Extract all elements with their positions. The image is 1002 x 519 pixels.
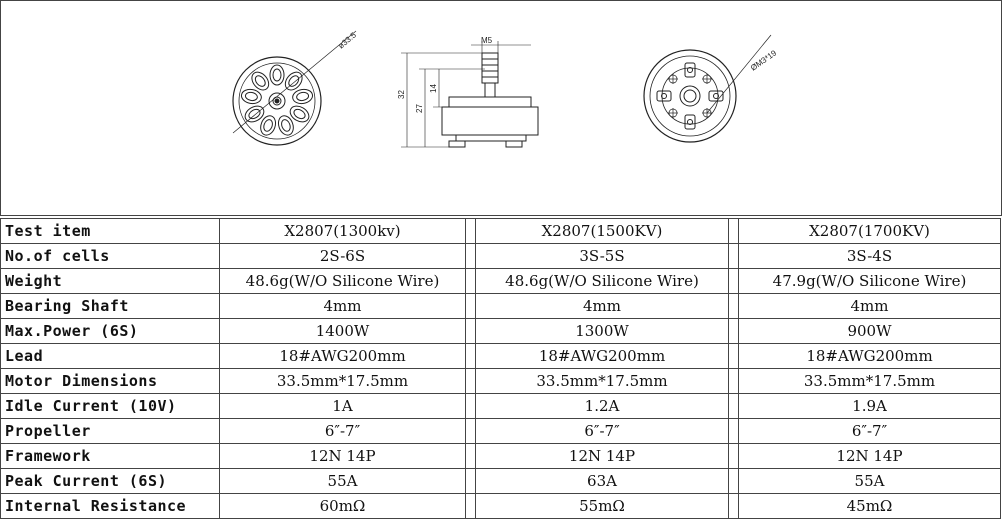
table-row	[1, 244, 1001, 269]
motor-side-view	[401, 41, 538, 147]
value-1700kv: 3S-4S	[739, 244, 1001, 269]
column-gap	[729, 219, 739, 244]
column-gap	[729, 419, 739, 444]
value-1300kv: 12N 14P	[220, 444, 466, 469]
value-1300kv: 1400W	[220, 319, 466, 344]
dim-outer-diameter: ø33.5	[336, 30, 358, 51]
row-label: Peak Current (6S)	[1, 469, 220, 494]
column-gap	[729, 294, 739, 319]
column-gap	[466, 419, 476, 444]
value-1300kv: 60mΩ	[220, 494, 466, 519]
value-1500kv: 4mm	[476, 294, 729, 319]
row-label: Internal Resistance	[1, 494, 220, 519]
column-gap	[466, 294, 476, 319]
value-1500kv: 6″-7″	[476, 419, 729, 444]
value-1500kv: 1.2A	[476, 394, 729, 419]
column-gap	[466, 469, 476, 494]
table-row	[1, 444, 1001, 469]
value-1300kv: 4mm	[220, 294, 466, 319]
table-row	[1, 344, 1001, 369]
column-gap	[729, 469, 739, 494]
dim-shaft-thread: M5	[481, 36, 493, 45]
value-1700kv: 45mΩ	[739, 494, 1001, 519]
value-1500kv: 3S-5S	[476, 244, 729, 269]
column-gap	[729, 344, 739, 369]
motor-technical-drawing	[1, 1, 1002, 217]
column-gap	[466, 244, 476, 269]
row-label: Bearing Shaft	[1, 294, 220, 319]
row-label: Max.Power (6S)	[1, 319, 220, 344]
value-1300kv: 1A	[220, 394, 466, 419]
column-gap	[466, 269, 476, 294]
column-gap	[466, 344, 476, 369]
table-row	[1, 494, 1001, 519]
dim-mount-holes: ØM3*19	[748, 48, 779, 73]
header-test-item: Test item	[1, 219, 220, 244]
value-1500kv: 33.5mm*17.5mm	[476, 369, 729, 394]
column-gap	[729, 269, 739, 294]
value-1700kv: 47.9g(W/O Silicone Wire)	[739, 269, 1001, 294]
value-1500kv: 1300W	[476, 319, 729, 344]
dim-body-height: 27	[415, 104, 424, 113]
spec-table-body	[1, 219, 1001, 519]
column-gap	[729, 319, 739, 344]
value-1700kv: 55A	[739, 469, 1001, 494]
column-gap	[729, 394, 739, 419]
column-gap	[466, 444, 476, 469]
value-1500kv: 55mΩ	[476, 494, 729, 519]
header-model-1700kv: X2807(1700KV)	[739, 219, 1001, 244]
table-row	[1, 319, 1001, 344]
technical-drawing-panel	[0, 0, 1002, 216]
row-label: Framework	[1, 444, 220, 469]
value-1500kv: 18#AWG200mm	[476, 344, 729, 369]
row-label: Weight	[1, 269, 220, 294]
motor-top-view	[233, 31, 356, 145]
value-1300kv: 48.6g(W/O Silicone Wire)	[220, 269, 466, 294]
value-1700kv: 33.5mm*17.5mm	[739, 369, 1001, 394]
column-gap	[729, 494, 739, 519]
value-1700kv: 18#AWG200mm	[739, 344, 1001, 369]
value-1700kv: 4mm	[739, 294, 1001, 319]
value-1500kv: 48.6g(W/O Silicone Wire)	[476, 269, 729, 294]
value-1700kv: 1.9A	[739, 394, 1001, 419]
header-model-1500kv: X2807(1500KV)	[476, 219, 729, 244]
table-row	[1, 469, 1001, 494]
column-gap	[729, 444, 739, 469]
value-1700kv: 6″-7″	[739, 419, 1001, 444]
row-label: Motor Dimensions	[1, 369, 220, 394]
column-gap	[466, 219, 476, 244]
value-1500kv: 63A	[476, 469, 729, 494]
header-model-1300kv: X2807(1300kv)	[220, 219, 466, 244]
column-gap	[729, 244, 739, 269]
value-1300kv: 2S-6S	[220, 244, 466, 269]
table-row	[1, 369, 1001, 394]
table-row	[1, 419, 1001, 444]
value-1700kv: 12N 14P	[739, 444, 1001, 469]
value-1300kv: 6″-7″	[220, 419, 466, 444]
table-row	[1, 269, 1001, 294]
column-gap	[466, 394, 476, 419]
row-label: Idle Current (10V)	[1, 394, 220, 419]
value-1700kv: 900W	[739, 319, 1001, 344]
value-1300kv: 55A	[220, 469, 466, 494]
column-gap	[466, 319, 476, 344]
column-gap	[466, 369, 476, 394]
row-label: Propeller	[1, 419, 220, 444]
column-gap	[729, 369, 739, 394]
dim-bell-height: 14	[429, 84, 438, 93]
row-label: Lead	[1, 344, 220, 369]
value-1500kv: 12N 14P	[476, 444, 729, 469]
column-gap	[466, 494, 476, 519]
table-row	[1, 294, 1001, 319]
motor-bottom-view	[644, 35, 771, 142]
row-label: No.of cells	[1, 244, 220, 269]
value-1300kv: 33.5mm*17.5mm	[220, 369, 466, 394]
table-header-row	[1, 219, 1001, 244]
spec-table	[0, 218, 1001, 519]
value-1300kv: 18#AWG200mm	[220, 344, 466, 369]
dim-total-height: 32	[397, 90, 406, 99]
table-row	[1, 394, 1001, 419]
